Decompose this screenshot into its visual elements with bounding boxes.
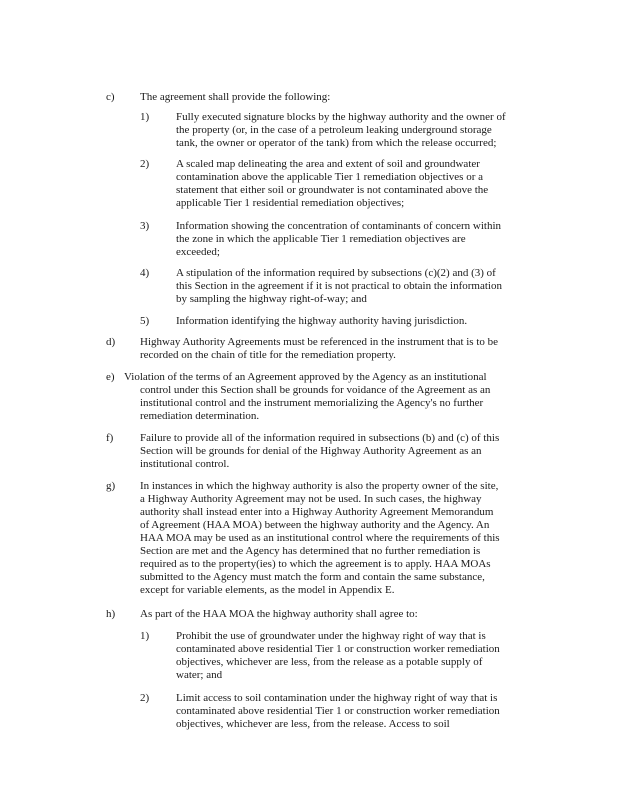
section-text-line: except for variable elements, as the model in Appendix E.	[140, 584, 395, 596]
section-text-line: institutional control and the instrument memorializing the Agency's no further	[140, 397, 484, 409]
section-text-line: Highway Authority Agreements must be referenced in the instrument that is to be	[140, 336, 499, 348]
item-text-line: the property (or, in the case of a petroleum leaking underground storage	[176, 124, 492, 136]
section-text-line: Section are met and the Agency has determined that no further remediation is	[140, 545, 481, 557]
item-text-line: applicable Tier 1 residential remediation objectives;	[176, 197, 405, 209]
section-text-line: Violation of the terms of an Agreement approved by the Agency as an institutional	[124, 371, 487, 383]
item-number: 1)	[140, 111, 150, 123]
section-text-line: institutional control.	[140, 458, 230, 470]
item-text-line: tank, the owner or operator of the tank) from which the release occurred;	[176, 137, 497, 149]
section-text-line: Section will be grounds for denial of the Highway Authority Agreement as an	[140, 445, 482, 457]
item-text-line: this Section in the agreement if it is not practical to obtain the information	[176, 280, 502, 292]
item-number: 2)	[140, 692, 150, 704]
item-text-line: objectives, whichever are less, from the release. Access to soil	[176, 718, 450, 730]
item-text-line: contamination above the applicable Tier 1 remediation objectives or a	[176, 171, 483, 183]
section-intro: The agreement shall provide the following:	[140, 91, 331, 103]
item-text-line: Fully executed signature blocks by the highway authority and the owner of	[176, 111, 506, 123]
section-text-line: HAA MOA may be used as an institutional control where the requirements of this	[140, 532, 500, 544]
item-text-line: Limit access to soil contamination under the highway right of way that is	[176, 692, 498, 704]
item-text-line: objectives, whichever are less, from the release as a potable supply of	[176, 656, 483, 668]
item-number: 5)	[140, 315, 150, 327]
item-text-line: contaminated above residential Tier 1 or construction worker remediation	[176, 705, 500, 717]
item-text-line: A scaled map delineating the area and extent of soil and groundwater	[176, 158, 480, 170]
section-text-line: of Agreement (HAA MOA) between the highway authority and the Agency. An	[140, 519, 490, 531]
section-text-line: Failure to provide all of the information required in subsections (b) and (c) of this	[140, 432, 500, 444]
item-text-line: A stipulation of the information required by subsections (c)(2) and (3) of	[176, 267, 496, 279]
item-number: 1)	[140, 630, 150, 642]
item-text-line: exceeded;	[176, 246, 220, 258]
item-number: 2)	[140, 158, 150, 170]
section-text-line: required as to the property(ies) to which the agreement is to apply. HAA MOAs	[140, 558, 491, 570]
item-text-line: statement that either soil or groundwater is not contaminated above the	[176, 184, 489, 196]
item-text-line: the zone in which the applicable Tier 1 remediation objectives are	[176, 233, 466, 245]
section-text-line: control under this Section shall be grounds for voidance of the Agreement as an	[140, 384, 491, 396]
section-text-line: a Highway Authority Agreement may not be used. In such cases, the highway	[140, 493, 482, 505]
section-label: f)	[106, 432, 114, 444]
item-text-line: Information showing the concentration of contaminants of concern within	[176, 220, 502, 232]
item-number: 3)	[140, 220, 150, 232]
item-number: 4)	[140, 267, 150, 279]
section-label: h)	[106, 608, 116, 620]
item-text-line: Prohibit the use of groundwater under the highway right of way that is	[176, 630, 486, 642]
section-text-line: In instances in which the highway authority is also the property owner of the site,	[140, 480, 499, 492]
item-text-line: contaminated above residential Tier 1 or construction worker remediation	[176, 643, 500, 655]
item-text-line: water; and	[176, 669, 223, 681]
section-label: e)	[106, 371, 115, 383]
section-text-line: recorded on the chain of title for the remediation property.	[140, 349, 396, 361]
section-label: c)	[106, 91, 115, 103]
section-text-line: authority shall instead enter into a Highway Authority Agreement Memorandum	[140, 506, 494, 518]
section-text-line: submitted to the Agency must match the form and contain the same substance,	[140, 571, 485, 583]
section-label: d)	[106, 336, 116, 348]
section-label: g)	[106, 480, 116, 492]
section-intro: As part of the HAA MOA the highway authority shall agree to:	[140, 608, 418, 620]
item-text-line: Information identifying the highway authority having jurisdiction.	[176, 315, 468, 327]
section-text-line: remediation determination.	[140, 410, 260, 422]
item-text-line: by sampling the highway right-of-way; and	[176, 293, 367, 305]
